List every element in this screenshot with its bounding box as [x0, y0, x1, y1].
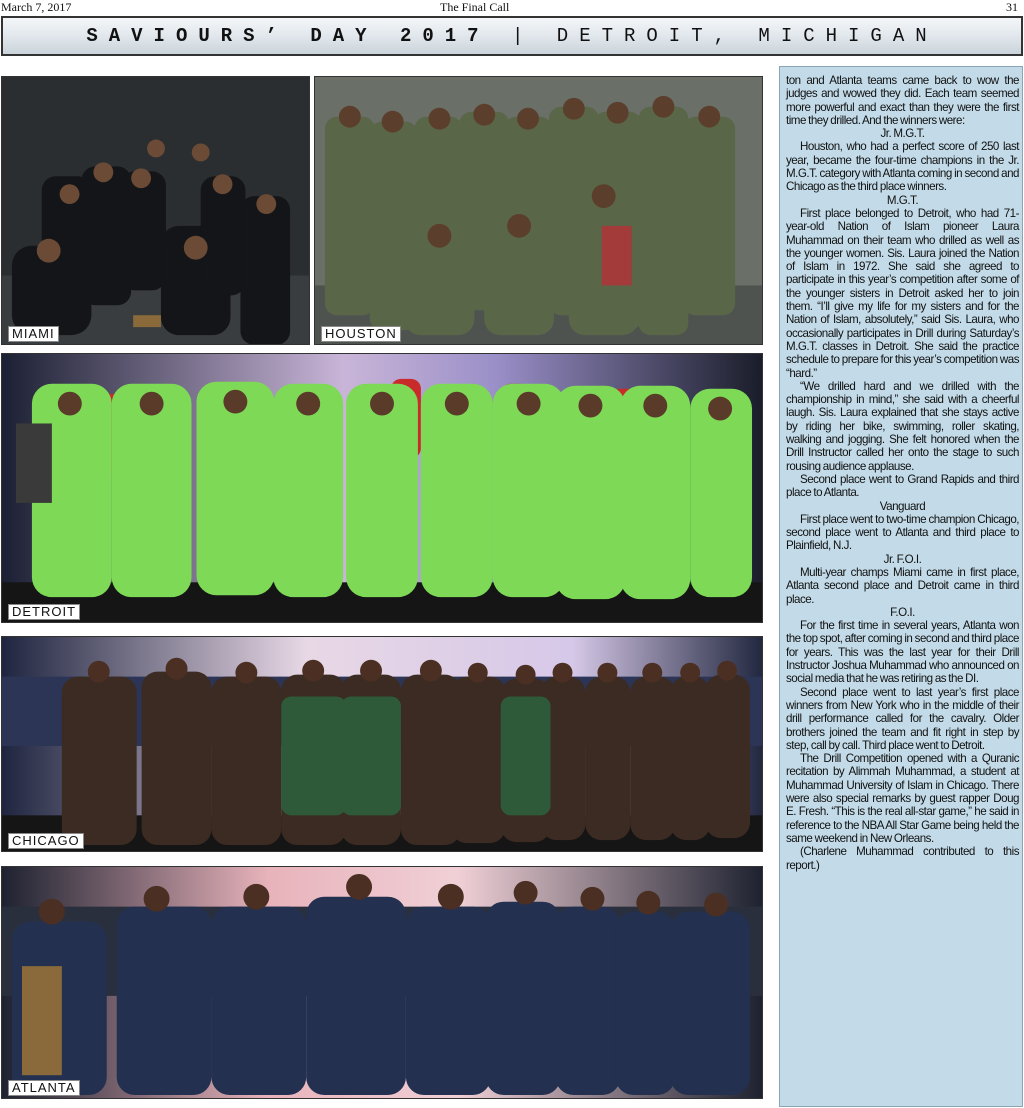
detroit-team-image	[2, 354, 762, 622]
article-paragraph: Second place went to Grand Rapids and third place to Atlanta.	[786, 472, 1019, 500]
newspaper-name: The Final Call	[440, 0, 510, 14]
houston-team-photo	[314, 76, 763, 345]
article-paragraph: For the first time in several years, Atlanta won the top spot, after coming in second and third place for years. This was the last year for their Drill Instructor Joshua Muhammad who announced on social media that he was retiring as the DI.	[786, 619, 1019, 686]
category-heading: Vanguard	[879, 499, 926, 513]
chicago-caption: CHICAGO	[8, 833, 84, 849]
banner-event: SAVIOURS’ DAY 2017	[86, 25, 490, 47]
miami-team-image	[2, 77, 309, 344]
article-paragraph: Second place went to last year’s first place winners from New York who in the middle of their drill performance called for the cavalry. Older brothers joined the team and fit right in step by step, call by call. Third place went to Detroit.	[786, 685, 1019, 752]
article-paragraph: The Drill Competition opened with a Quranic recitation by Alimmah Muhammad, a student at Muhammad University of Islam in Chicago. There were also special remarks by guest rapper Doug E. Fresh. “This is the real all-star game,” he said in reference to the NBA All Star Game being held the same weekend in New Orleans.	[786, 752, 1019, 845]
article-paragraph: ton and Atlanta teams came back to wow the judges and wowed they did. Each team seemed more powerful and exact than they were the first time they drilled. And the winners were:	[786, 74, 1019, 127]
category-heading: F.O.I.	[890, 605, 915, 619]
page-number: 31	[1006, 0, 1018, 14]
miami-team-photo	[1, 76, 310, 345]
category-heading: Jr. M.G.T.	[880, 127, 925, 141]
atlanta-caption: ATLANTA	[8, 1080, 80, 1096]
issue-date: March 7, 2017	[1, 0, 72, 14]
category-heading: Jr. F.O.I.	[883, 552, 922, 566]
article-paragraph: (Charlene Muhammad contributed to this report.)	[786, 845, 1019, 872]
banner-separator: |	[511, 25, 535, 47]
detroit-caption: DETROIT	[8, 604, 80, 620]
article-paragraph: Houston, who had a perfect score of 250 last year, became the four-time champions in the Jr. M.G.T. category with Atlanta coming in second and Chicago as the third place winners.	[786, 140, 1019, 194]
section-banner	[1, 16, 1023, 56]
atlanta-team-photo	[1, 866, 763, 1099]
chicago-team-image	[2, 637, 762, 851]
page-header	[0, 0, 1024, 15]
atlanta-team-image	[2, 867, 762, 1098]
banner-location: DETROIT, MICHIGAN	[556, 25, 938, 47]
banner-title	[86, 25, 937, 47]
article-paragraph: First place belonged to Detroit, who had 71-year-old Nation of Islam pioneer Laura Muhammad on their team who drilled as well as the younger women. Sis. Laura joined the Nation of Islam in 1972. She said she agreed to participate in this year’s competition after some of the younger sisters in Detroit asked her to join them. “I’ll give my life for my sisters and for the Nation of Islam, absolutely,” said Sis. Laura, who occasionally participates in Drill during Saturday’s M.G.T. classes in Detroit. She said the practice schedule to prepare for this year’s competition was “hard.”	[786, 206, 1019, 380]
article-paragraph: Multi-year champs Miami came in first place, Atlanta second place and Detroit came in third place.	[786, 565, 1019, 606]
article-paragraph: “We drilled hard and we drilled with the championship in mind,” she said with a cheerful laugh. Sis. Laura explained that she stays active by riding her bike, swimming, roller skating, walking and jogging. She felt honored when the Drill Instructor called her onto the stage to such rousing audience applause.	[786, 379, 1019, 473]
article-paragraph: First place went to two-time champion Chicago, second place went to Atlanta and third place to Plainfield, N.J.	[786, 512, 1019, 553]
houston-caption: HOUSTON	[321, 326, 401, 342]
miami-caption: MIAMI	[8, 326, 59, 342]
article-sidebar	[779, 66, 1023, 1107]
chicago-team-photo	[1, 636, 763, 852]
houston-team-image	[315, 77, 762, 344]
detroit-team-photo	[1, 353, 763, 623]
category-heading: M.G.T.	[886, 193, 919, 207]
